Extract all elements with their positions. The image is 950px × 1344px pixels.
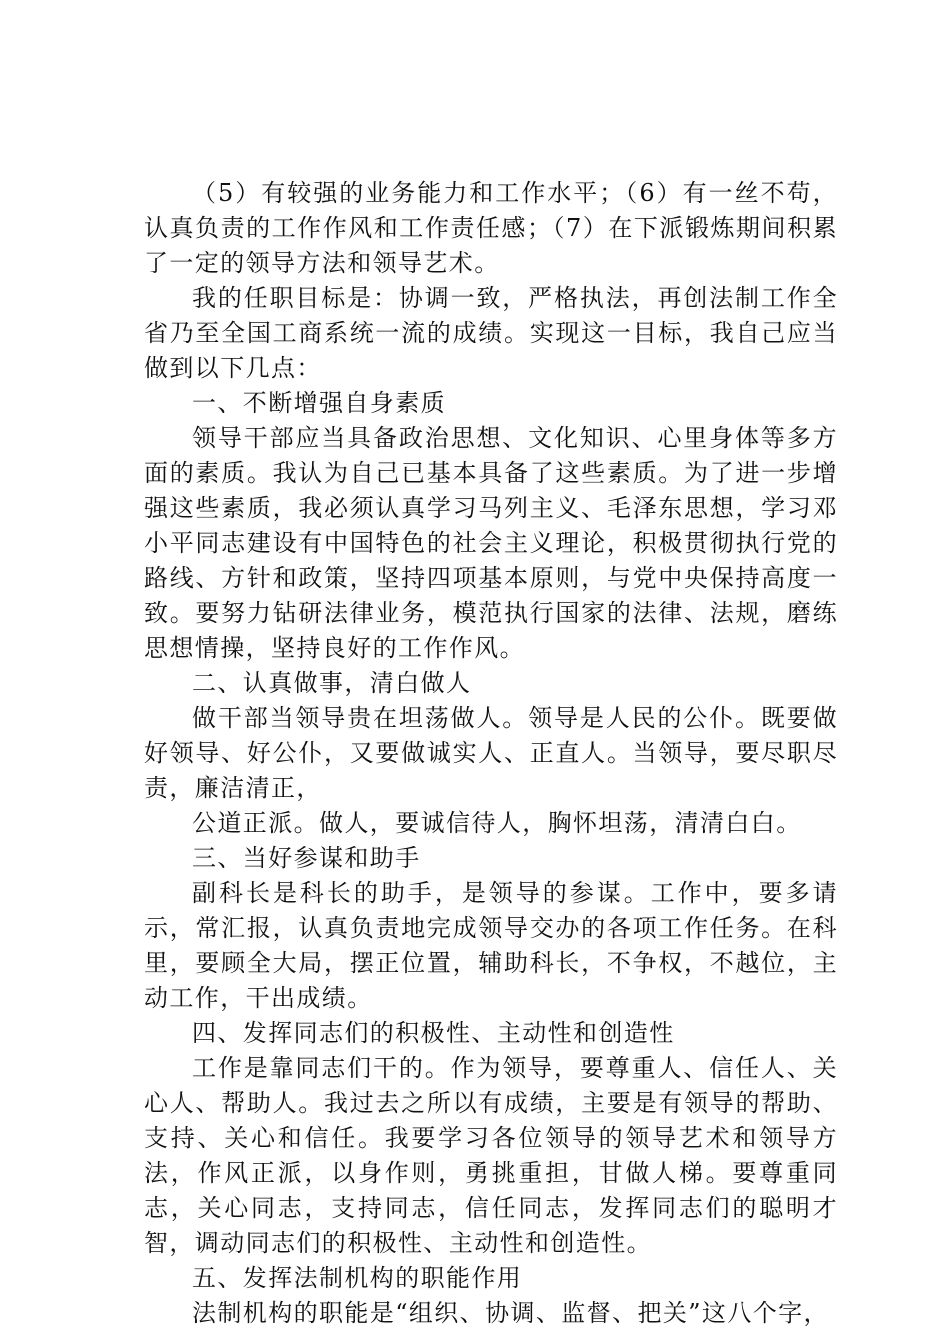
paragraph-qualifications: （5）有较强的业务能力和工作水平；（6）有一丝不苟，认真负责的工作作风和工作责任感；（7）在下派锻炼期间积累了一定的领导方法和领导艺术。	[144, 179, 838, 277]
document-body	[144, 176, 838, 1331]
paragraph-section-3: 副科长是科长的助手，是领导的参谋。工作中，要多请示，常汇报，认真负责地完成领导交办的各项工作任务。在科里，要顾全大局，摆正位置，辅助科长，不争权，不越位，主动工作，干出成绩。	[144, 879, 838, 1012]
section-heading-1: 一、不断增强自身素质	[192, 389, 446, 417]
section-heading-2: 二、认真做事，清白做人	[192, 669, 472, 697]
paragraph-section-2b: 公道正派。做人，要诚信待人，胸怀坦荡，清清白白。	[192, 809, 802, 837]
paragraph-goal: 我的任职目标是：协调一致，严格执法，再创法制工作全省乃至全国工商系统一流的成绩。实现这一目标，我自己应当做到以下几点：	[144, 284, 838, 382]
paragraph-section-2a: 做干部当领导贵在坦荡做人。领导是人民的公仆。既要做好领导、好公仆，又要做诚实人、正直人。当领导，要尽职尽责，廉洁清正，	[144, 704, 838, 802]
paragraph-section-1: 领导干部应当具备政治思想、文化知识、心里身体等多方面的素质。我认为自己已基本具备了这些素质。为了进一步增强这些素质，我必须认真学习马列主义、毛泽东思想，学习邓小平同志建设有中国特色的社会主义理论，积极贯彻执行党的路线、方针和政策，坚持四项基本原则，与党中央保持高度一致。要努力钻研法律业务，模范执行国家的法律、法规，磨练思想情操，坚持良好的工作作风。	[144, 424, 838, 662]
section-heading-4: 四、发挥同志们的积极性、主动性和创造性	[192, 1019, 675, 1047]
section-heading-3: 三、当好参谋和助手	[192, 844, 421, 872]
paragraph-section-5: 法制机构的职能是“组织、协调、监督、把关”这八个字，	[192, 1299, 829, 1327]
paragraph-section-4: 工作是靠同志们干的。作为领导，要尊重人、信任人、关心人、帮助人。我过去之所以有成绩，主要是有领导的帮助、支持、关心和信任。我要学习各位领导的领导艺术和领导方法，作风正派，以身作则，勇挑重担，甘做人梯。要尊重同志，关心同志，支持同志，信任同志，发挥同志们的聪明才智，调动同志们的积极性、主动性和创造性。	[144, 1054, 838, 1257]
section-heading-5: 五、发挥法制机构的职能作用	[192, 1264, 523, 1292]
